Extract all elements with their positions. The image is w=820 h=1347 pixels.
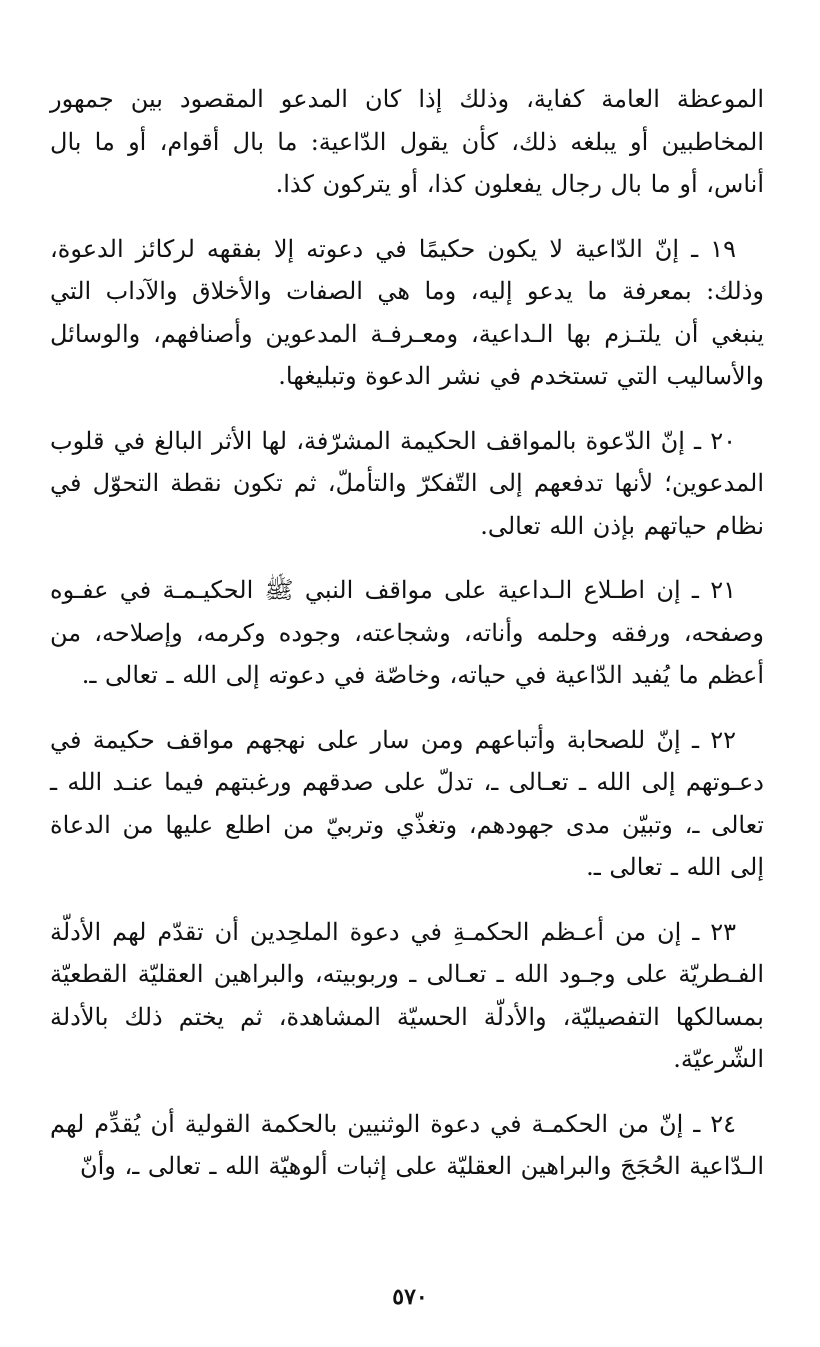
paragraph-22: ٢٢ ـ إنّ للصحابة وأتباعهم ومن سار على نهجهم مواقف حكيمة في دعـوتهم إلى الله ـ تعـالى ـ، تدلّ على صدقهم ورغبتهم فيما عنـد الله ـ تعالى ـ، وتبيّن مدى جهودهم، وتغذّي وتربيّ من اطلع عليها من الدعاة إلى الله ـ تعالى ـ. (50, 725, 764, 881)
page-number: ٥٧٠ (392, 1284, 428, 1310)
paragraph-21: ٢١ ـ إن اطـلاع الـداعية على مواقف النبي ﷺ الحكيـمـة في عفـوه وصفحه، ورفقه وحلمه وأناته، وشجاعته، وجوده وكرمه، وإصلاحه، من أعظم ما يُفيد الدّاعية في حياته، وخاصّة في دعوته إلى الله ـ تعالى ـ. (50, 576, 764, 689)
paragraph-continuation: الموعظة العامة كفاية، وذلك إذا كان المدعو المقصود بين جمهور المخاطبين أو يبلغه ذلك، كأن يقول الدّاعية: ما بال أقوام، أو ما بال أناس، أو ما بال رجال يفعلون كذا، أو يتركون كذا. (50, 85, 764, 198)
paragraph-24: ٢٤ ـ إنّ من الحكمـة في دعوة الوثنيين بالحكمة القولية أن يُقدِّم لهم الـدّاعية الحُجَجَ والبراهين العقليّة على إثبات ألوهيّة الله ـ تعالى ـ، وأنّ (50, 1109, 764, 1180)
paragraph-20: ٢٠ ـ إنّ الدّعوة بالمواقف الحكيمة المشرّفة، لها الأثر البالغ في قلوب المدعوين؛ لأنها تدفعهم إلى التّفكرّ والتأملّ، ثم تكون نقطة التحوّل في نظام حياتهم بإذن الله تعالى. (50, 426, 764, 540)
paragraph-23: ٢٣ ـ إن من أعـظم الحكمـةِ في دعوة الملحِدين أن تقدّم لهم الأدلّة الفـطريّة على وجـود الله ـ تعـالى ـ وربوبيته، والبراهين العقليّة القطعيّة بمسالكها التفصيليّة، والأدلّة الحسيّة المشاهدة، ثم يختم ذلك بالأدلة الشّرعيّة. (50, 917, 764, 1073)
paragraph-19: ١٩ ـ إنّ الدّاعية لا يكون حكيمًا في دعوته إلا بفقهه لركائز الدعوة، وذلك: بمعرفة ما يدعو إليه، وما هي الصفات والأخلاق والآداب التي ينبغي أن يلتـزم بها الـداعية، ومعـرفـة المدعوين وأصنافهم، والوسائل والأساليب التي تستخدم في نشر الدعوة وتبليغها. (50, 234, 764, 390)
